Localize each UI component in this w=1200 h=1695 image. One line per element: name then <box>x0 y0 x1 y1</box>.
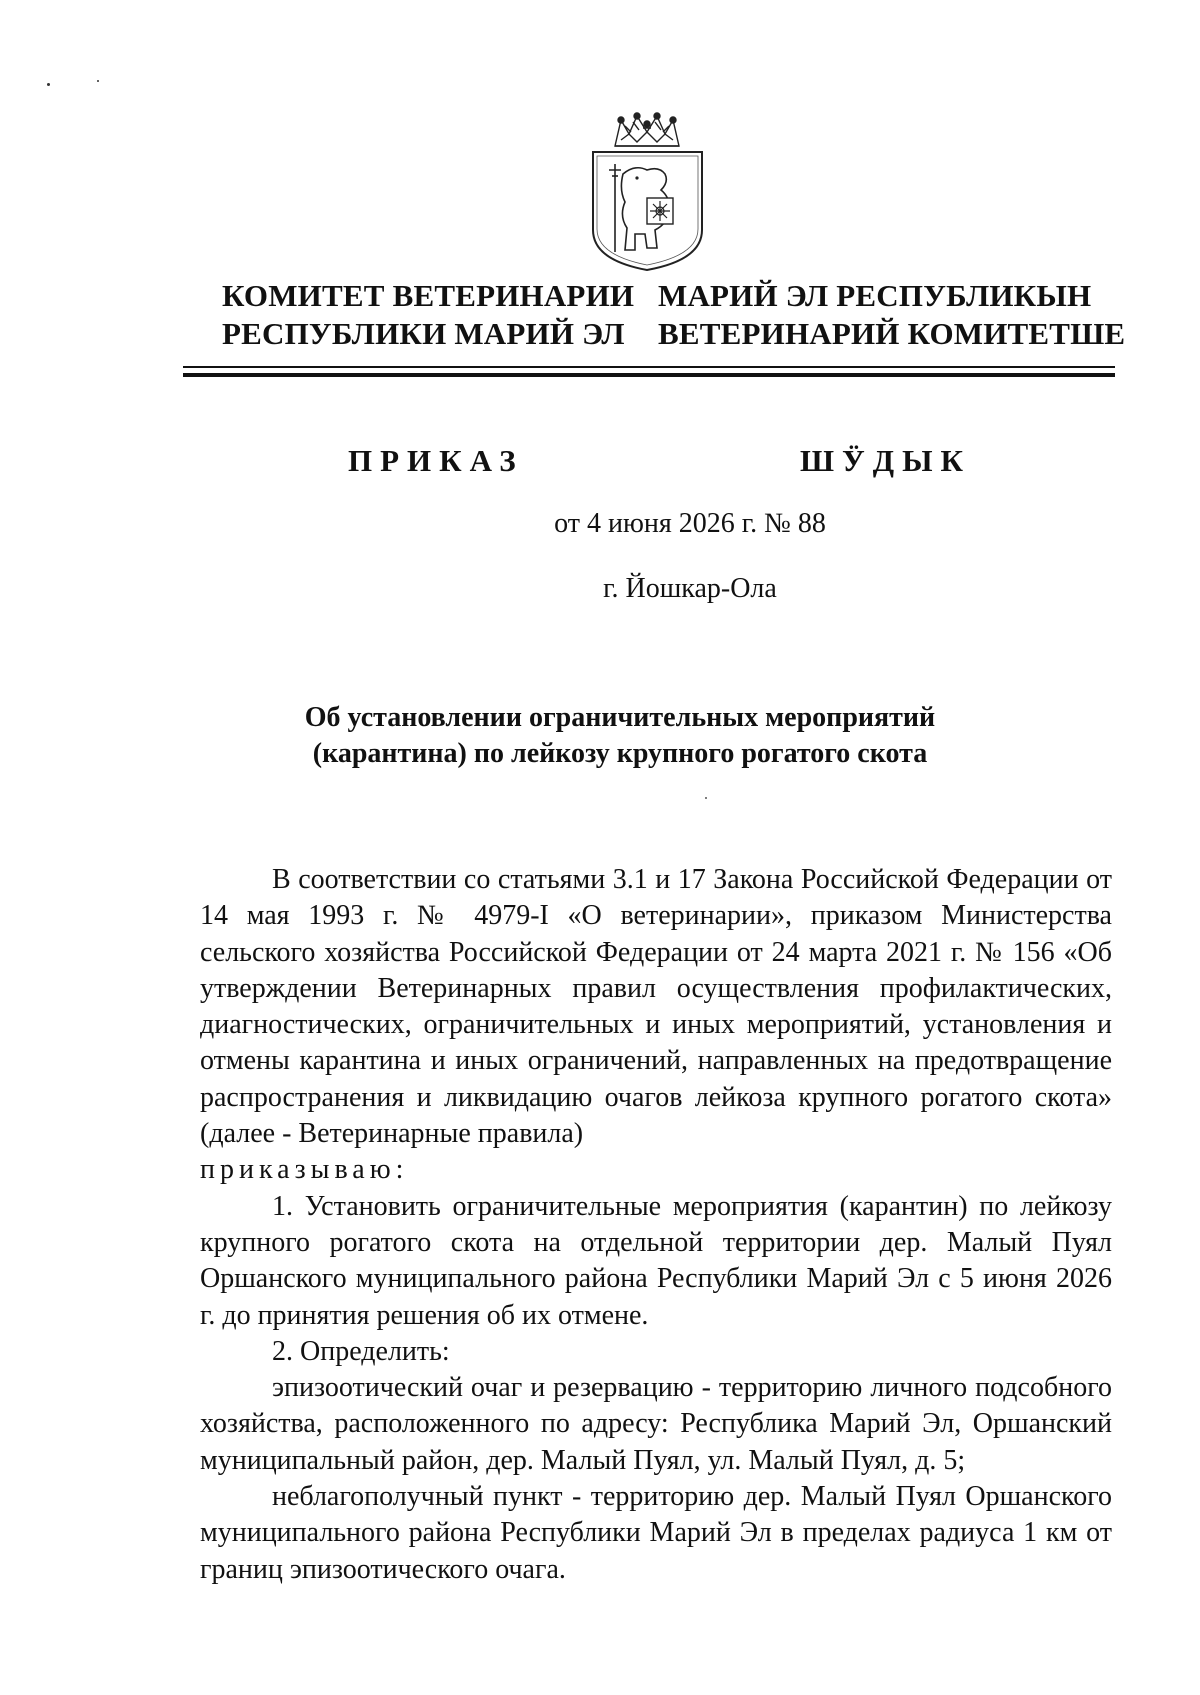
document-title <box>120 700 1120 772</box>
order-item-2b: неблагополучный пункт - территорию дер. Малый Пуял Оршанского муниципального района Республики Марий Эл в пределах радиуса 1 км от границ эпизоотического очага. <box>200 1481 1112 1585</box>
document-title-line1: Об установлении ограничительных мероприятий <box>304 702 936 733</box>
org-name-mari-line1: МАРИЙ ЭЛ РЕСПУБЛИКЫН <box>658 278 1092 313</box>
org-name-ru-line1: КОМИТЕТ ВЕТЕРИНАРИИ <box>222 278 635 313</box>
scan-speck <box>97 80 99 82</box>
city: г. Йошкар-Ола <box>603 573 777 604</box>
doc-type-mari: ШӰДЫК <box>800 443 972 478</box>
scan-speck <box>47 83 50 86</box>
document-title-line2: (карантина) по лейкозу крупного рогатого скота <box>312 738 928 769</box>
order-word: приказываю: <box>200 1154 409 1186</box>
scan-speck <box>705 797 707 799</box>
header-divider-thin <box>183 366 1115 368</box>
order-item-2: 2. Определить: <box>272 1335 450 1367</box>
date-and-number: от 4 июня 2026 г. № 88 <box>554 508 826 539</box>
org-name-mari-line2: ВЕТЕРИНАРИЙ КОМИТЕТШЕ <box>658 316 1126 351</box>
header-divider-thick <box>183 373 1115 377</box>
org-name-ru-line2: РЕСПУБЛИКИ МАРИЙ ЭЛ <box>222 316 625 351</box>
preamble-paragraph: В соответствии со статьями 3.1 и 17 Закона Российской Федерации от 14 мая 1993 г. № 4979-I «О ветеринарии», приказом Министерства сельского хозяйства Российской Федерации от 24 марта 2021 г. № 156 «Об утверждении Ветеринарных правил осуществления профилактических, диагностических, ограничительных и иных мероприятий, установления и отмены карантина и иных ограничений, направленных на предотвращение распространения и ликвидацию очагов лейкоза крупного рогатого скота» (далее - Ветеринарные правила) <box>200 864 1112 1150</box>
doc-type-ru: ПРИКАЗ <box>348 443 524 478</box>
order-item-1: 1. Установить ограничительные мероприятия (карантин) по лейкозу крупного рогатого скота на отдельной территории дер. Малый Пуял Оршанского муниципального района Республики Марий Эл с 5 июня 2026 г. до принятия решения об их отмене. <box>200 1190 1112 1331</box>
order-item-2a: эпизоотический очаг и резервацию - территорию личного подсобного хозяйства, расположенного по адресу: Республика Марий Эл, Оршанский муниципальный район, дер. Малый Пуял, ул. Малый Пуял, д. 5; <box>200 1372 1112 1476</box>
document-body <box>200 862 1112 1588</box>
coat-of-arms-emblem <box>585 112 710 274</box>
